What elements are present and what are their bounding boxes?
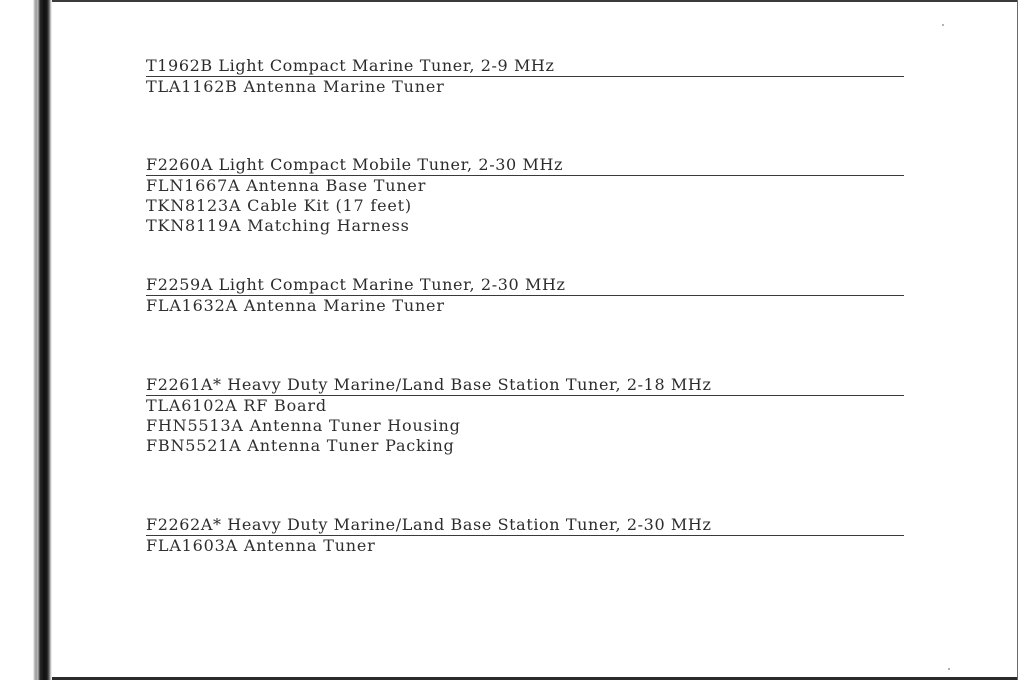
part-item: FLA1603A Antenna Tuner [146,536,376,555]
tuner-group-f2260a [146,155,906,236]
tuner-group-f2261a [146,375,906,456]
part-item: TKN8119A Matching Harness [146,216,410,235]
part-item: FLA1632A Antenna Marine Tuner [146,296,445,315]
scan-speck [942,24,944,26]
scan-speck [948,668,950,670]
part-item: FHN5513A Antenna Tuner Housing [146,416,461,435]
group-heading: T1962B Light Compact Marine Tuner, 2-9 MHz [146,56,904,77]
part-item: TLA1162B Antenna Marine Tuner [146,77,445,96]
tuner-group-f2262a [146,515,906,556]
tuner-group-f2259a [146,275,906,316]
tuner-group-t1962b [146,56,906,97]
part-item: FLN1667A Antenna Base Tuner [146,176,427,195]
part-item: TKN8123A Cable Kit (17 feet) [146,196,412,215]
part-item: TLA6102A RF Board [146,396,327,415]
group-heading: F2259A Light Compact Marine Tuner, 2-30 MHz [146,275,904,296]
group-heading: F2262A* Heavy Duty Marine/Land Base Station Tuner, 2-30 MHz [146,515,904,536]
top-border [52,0,1018,2]
group-heading: F2261A* Heavy Duty Marine/Land Base Station Tuner, 2-18 MHz [146,375,904,396]
part-item: FBN5521A Antenna Tuner Packing [146,436,455,455]
group-heading: F2260A Light Compact Mobile Tuner, 2-30 MHz [146,155,904,176]
binding-edge [0,0,52,680]
